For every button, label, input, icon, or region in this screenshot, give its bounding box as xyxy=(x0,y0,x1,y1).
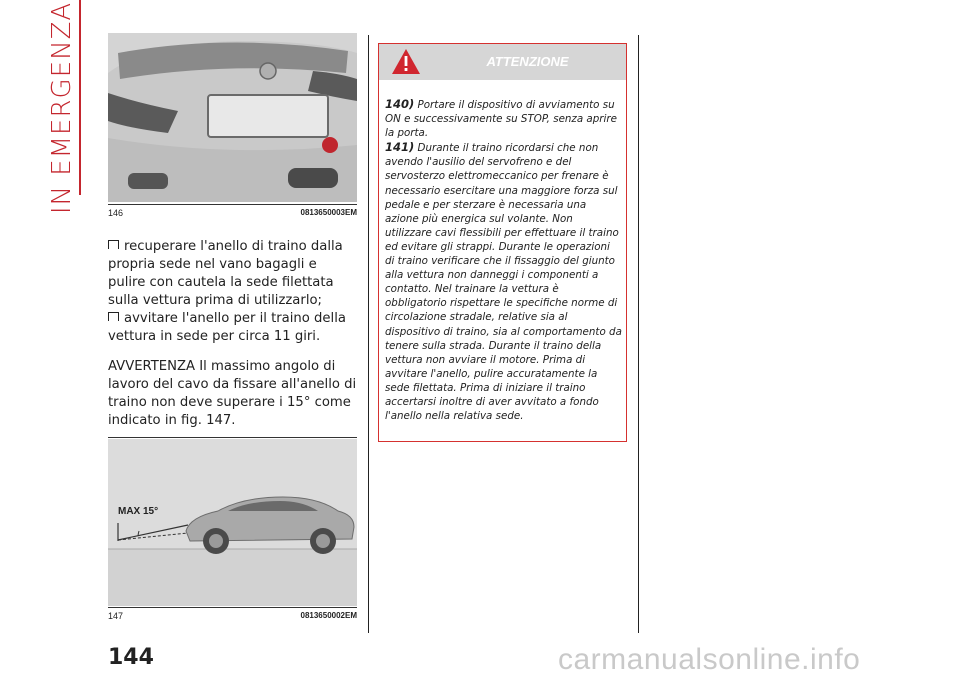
section-title-text: IN EMERGENZA xyxy=(47,1,78,214)
figure-146-code: 0813650003EM xyxy=(300,208,357,217)
bullet-icon xyxy=(108,240,119,249)
warning-triangle-icon xyxy=(391,48,421,75)
figure-146-caption xyxy=(108,208,357,218)
figure-147-number: 147 xyxy=(108,611,124,621)
warning-body xyxy=(379,80,626,423)
figure-147-top-rule xyxy=(108,437,357,438)
warning-header xyxy=(379,44,626,80)
page-number: 144 xyxy=(108,645,154,670)
warning-item-text: Portare il dispositivo di avviamento su ON e successivamente su STOP, senza aprire la porta. xyxy=(385,99,617,140)
section-accent-bar xyxy=(79,0,81,195)
watermark-text: carmanualsonline.info xyxy=(558,643,861,676)
figure-147-caption xyxy=(108,611,357,621)
warning-box xyxy=(378,43,627,442)
warning-item-number: 140) xyxy=(385,97,415,111)
figure-146-number: 146 xyxy=(108,208,124,218)
warning-paragraph: AVVERTENZA Il massimo angolo di lavoro del cavo da fissare all'anello di traino non deve superare i 15° come indicato in fig. 147. xyxy=(108,359,357,428)
car-rear-illustration xyxy=(108,33,357,202)
warning-item-140 xyxy=(385,97,622,140)
section-title xyxy=(42,1,82,214)
figure-146-image xyxy=(108,33,357,202)
warning-item-text: Durante il traino ricordarsi che non avendo l'ausilio del servofreno e del servosterzo elettromeccanico per frenare è necessario esercitare una maggiore forza sul pedale e per sterzare è necessaria una azione più energica sul volante. Non utilizzare cavi flessibili per effettuare il traino ed evitare gli strappi. Durante le operazioni di traino verificare che il fissaggio del giunto alla vettura non danneggi i componenti a contatto. Nel trainare la vettura è obbligatorio rispettare le specifiche norme di circolazione stradale, relative sia al dispositivo di traino, sia al comportamento da tenere sulla strada. Durante il traino della vettura non avviare il motore. Prima di avvitare l'anello, pulire accuratamente la sede filettata. Prima di iniziare il traino accertarsi inoltre di aver avvitato a fondo l'anello nella relativa sede. xyxy=(385,142,622,423)
figure-146-rule xyxy=(108,204,357,205)
warning-item-141 xyxy=(385,140,622,423)
warning-title: ATTENZIONE xyxy=(486,54,569,69)
max-angle-label: MAX 15° xyxy=(118,506,159,517)
column-divider-right xyxy=(638,35,639,633)
figure-147-code: 0813650002EM xyxy=(300,611,357,620)
bullet-icon xyxy=(108,312,119,321)
body-text xyxy=(108,238,358,430)
bullet-item-2 xyxy=(108,310,358,346)
bullet-1-text: recuperare l'anello di traino dalla propria sede nel vano bagagli e pulire con cautela la sede filettata sulla vettura prima di utilizzarlo; xyxy=(108,239,343,308)
car-side-illustration xyxy=(108,439,357,606)
warning-item-number: 141) xyxy=(385,140,415,155)
figure-147-image xyxy=(108,439,357,606)
column-divider-left xyxy=(368,35,369,633)
bullet-2-text: avvitare l'anello per il traino della vettura in sede per circa 11 giri. xyxy=(108,311,346,344)
figure-147-rule xyxy=(108,607,357,608)
bullet-item-1 xyxy=(108,238,358,310)
